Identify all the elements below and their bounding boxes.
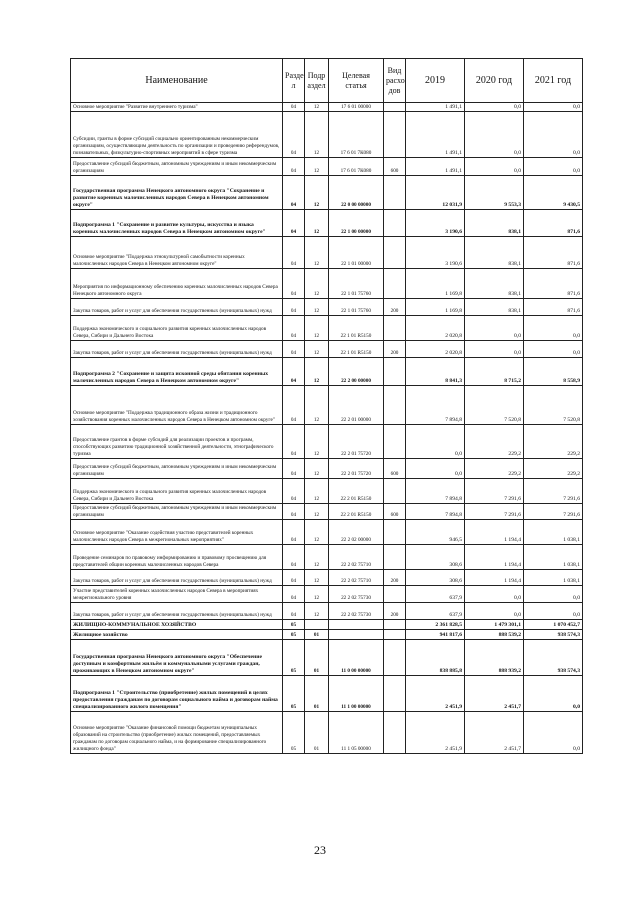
cell-name: Основное мероприятие "Развитие внутреннего туризма" bbox=[71, 103, 283, 112]
cell-2019: 308,6 bbox=[406, 570, 465, 586]
cell-2020: 2 451,7 bbox=[465, 712, 524, 754]
cell-section: 04 bbox=[283, 386, 305, 425]
cell-section: 04 bbox=[283, 545, 305, 570]
cell-expense-type bbox=[384, 479, 406, 504]
cell-section: 04 bbox=[283, 158, 305, 176]
table-row bbox=[71, 210, 583, 237]
cell-expense-type bbox=[384, 676, 406, 712]
cell-expense-type bbox=[384, 545, 406, 570]
cell-section: 04 bbox=[283, 603, 305, 620]
cell-2021: 7 291,6 bbox=[524, 479, 583, 504]
budget-table bbox=[70, 58, 583, 754]
cell-2021: 0,0 bbox=[524, 676, 583, 712]
cell-2020: 0,0 bbox=[465, 158, 524, 176]
table-row bbox=[71, 520, 583, 545]
table-row bbox=[71, 676, 583, 712]
table-row bbox=[71, 386, 583, 425]
cell-2021: 1 070 452,7 bbox=[524, 620, 583, 630]
cell-section: 05 bbox=[283, 676, 305, 712]
cell-2020: 838,1 bbox=[465, 237, 524, 269]
cell-2019: 1 491,1 bbox=[406, 112, 465, 158]
cell-2021: 1 038,1 bbox=[524, 545, 583, 570]
cell-name: Основное мероприятие "Оказание содействия участию представителей коренных малочисленных народов Севера в межрегиональных мероприятиях" bbox=[71, 520, 283, 545]
cell-target: 22 1 01 R5150 bbox=[329, 316, 384, 341]
cell-subsection: 12 bbox=[305, 479, 329, 504]
cell-2019: 308,6 bbox=[406, 545, 465, 570]
cell-expense-type: 200 bbox=[384, 570, 406, 586]
cell-2019: 0,0 bbox=[406, 459, 465, 479]
table-row bbox=[71, 299, 583, 316]
cell-2019: 12 031,9 bbox=[406, 176, 465, 210]
header-2019: 2019 bbox=[406, 59, 465, 103]
cell-section: 05 bbox=[283, 630, 305, 640]
header-target: Целевая статья bbox=[329, 59, 384, 103]
cell-2019: 1 169,8 bbox=[406, 269, 465, 299]
cell-expense-type: 200 bbox=[384, 341, 406, 358]
header-section: Разде л bbox=[283, 59, 305, 103]
cell-target: 22 2 01 R5150 bbox=[329, 504, 384, 520]
header-2021: 2021 год bbox=[524, 59, 583, 103]
cell-target: 22 1 00 00000 bbox=[329, 210, 384, 237]
cell-name: Жилищное хозяйство bbox=[71, 630, 283, 640]
cell-name: Предоставление субсидий бюджетным, автономным учреждениям и иным некоммерческим организациям bbox=[71, 158, 283, 176]
cell-name: Мероприятия по информационному обеспечению коренных малочисленных народов Севера Ненецкого автономного округа bbox=[71, 269, 283, 299]
cell-name: Основное мероприятие "Поддержка традиционного образа жизни и традиционного хозяйствования коренных малочисленных народов Севера в Ненецком автономном округе" bbox=[71, 386, 283, 425]
cell-2020: 7 291,6 bbox=[465, 479, 524, 504]
cell-subsection: 01 bbox=[305, 640, 329, 676]
cell-name: Предоставление субсидий бюджетным, автономным учреждениям и иным некоммерческим организациям bbox=[71, 459, 283, 479]
cell-target: 11 1 00 00000 bbox=[329, 676, 384, 712]
cell-section: 04 bbox=[283, 341, 305, 358]
cell-2021: 938 574,3 bbox=[524, 640, 583, 676]
cell-subsection bbox=[305, 620, 329, 630]
cell-section: 04 bbox=[283, 237, 305, 269]
cell-2021: 0,0 bbox=[524, 112, 583, 158]
cell-2021: 229,2 bbox=[524, 425, 583, 459]
cell-2020: 229,2 bbox=[465, 425, 524, 459]
cell-2019: 637,9 bbox=[406, 603, 465, 620]
cell-section: 04 bbox=[283, 520, 305, 545]
cell-2021: 871,6 bbox=[524, 210, 583, 237]
cell-name: Основное мероприятие "Поддержка этнокультурной самобытности коренных малочисленных народов Севера в Ненецком автономном округе" bbox=[71, 237, 283, 269]
cell-target: 22 2 01 R5150 bbox=[329, 479, 384, 504]
table-row bbox=[71, 316, 583, 341]
table-row bbox=[71, 545, 583, 570]
cell-expense-type bbox=[384, 630, 406, 640]
cell-expense-type bbox=[384, 712, 406, 754]
cell-section: 04 bbox=[283, 210, 305, 237]
cell-name: Проведение семинаров по правовому информированию и правовому просвещению для представителей общин коренных малочисленных народов Севера bbox=[71, 545, 283, 570]
cell-expense-type bbox=[384, 620, 406, 630]
cell-expense-type bbox=[384, 586, 406, 603]
cell-expense-type: 600 bbox=[384, 459, 406, 479]
header-2020: 2020 год bbox=[465, 59, 524, 103]
cell-section: 04 bbox=[283, 504, 305, 520]
cell-2019: 7 894,8 bbox=[406, 386, 465, 425]
cell-subsection: 12 bbox=[305, 237, 329, 269]
table-row bbox=[71, 712, 583, 754]
cell-subsection: 12 bbox=[305, 269, 329, 299]
table-row bbox=[71, 176, 583, 210]
table-row bbox=[71, 586, 583, 603]
cell-2021: 1 038,1 bbox=[524, 570, 583, 586]
cell-2019: 2 451,9 bbox=[406, 712, 465, 754]
cell-target: 11 0 00 00000 bbox=[329, 640, 384, 676]
cell-2019: 0,0 bbox=[406, 425, 465, 459]
cell-2020: 0,0 bbox=[465, 103, 524, 112]
cell-2021: 1 038,1 bbox=[524, 520, 583, 545]
cell-2019: 2 020,8 bbox=[406, 341, 465, 358]
cell-expense-type: 200 bbox=[384, 299, 406, 316]
cell-subsection: 01 bbox=[305, 712, 329, 754]
cell-2021: 0,0 bbox=[524, 603, 583, 620]
cell-name: Закупка товаров, работ и услуг для обеспечения государственных (муниципальных) нужд bbox=[71, 299, 283, 316]
table-row bbox=[71, 341, 583, 358]
header-subsection: Подр аздел bbox=[305, 59, 329, 103]
cell-2021: 0,0 bbox=[524, 316, 583, 341]
cell-2020: 1 194,4 bbox=[465, 570, 524, 586]
table-row bbox=[71, 504, 583, 520]
cell-2021: 0,0 bbox=[524, 158, 583, 176]
cell-2020: 0,0 bbox=[465, 341, 524, 358]
cell-target: 22 2 01 00000 bbox=[329, 386, 384, 425]
table-row bbox=[71, 269, 583, 299]
cell-section: 04 bbox=[283, 586, 305, 603]
cell-subsection: 12 bbox=[305, 299, 329, 316]
cell-target: 17 6 01 7К080 bbox=[329, 158, 384, 176]
cell-expense-type bbox=[384, 237, 406, 269]
cell-2021: 938 574,3 bbox=[524, 630, 583, 640]
cell-2019: 7 894,8 bbox=[406, 504, 465, 520]
page-number: 23 bbox=[314, 843, 326, 857]
cell-2020: 888 939,2 bbox=[465, 640, 524, 676]
cell-section: 05 bbox=[283, 712, 305, 754]
cell-subsection: 01 bbox=[305, 676, 329, 712]
cell-name: Закупка товаров, работ и услуг для обеспечения государственных (муниципальных) нужд bbox=[71, 341, 283, 358]
cell-target: 22 2 02 75710 bbox=[329, 545, 384, 570]
table-row bbox=[71, 103, 583, 112]
table-row bbox=[71, 459, 583, 479]
cell-target: 22 1 01 75760 bbox=[329, 269, 384, 299]
header-name: Наименование bbox=[71, 59, 283, 103]
cell-section: 04 bbox=[283, 316, 305, 341]
cell-2019: 3 190,6 bbox=[406, 210, 465, 237]
cell-2021: 871,6 bbox=[524, 299, 583, 316]
cell-2020: 888 539,2 bbox=[465, 630, 524, 640]
cell-target: 17 6 01 7К080 bbox=[329, 112, 384, 158]
cell-target: 22 2 00 00000 bbox=[329, 358, 384, 386]
cell-expense-type bbox=[384, 103, 406, 112]
cell-section: 05 bbox=[283, 640, 305, 676]
cell-name: Подпрограмма 2 "Сохранение и защита исконной среды обитания коренных малочисленных народов Севера в Ненецком автономном округе" bbox=[71, 358, 283, 386]
cell-2021: 0,0 bbox=[524, 341, 583, 358]
cell-name: ЖИЛИЩНО-КОММУНАЛЬНОЕ ХОЗЯЙСТВО bbox=[71, 620, 283, 630]
cell-subsection: 12 bbox=[305, 545, 329, 570]
cell-expense-type bbox=[384, 358, 406, 386]
cell-section: 04 bbox=[283, 570, 305, 586]
cell-2019: 2 020,8 bbox=[406, 316, 465, 341]
cell-target: 22 2 01 75720 bbox=[329, 459, 384, 479]
cell-target: 22 0 00 00000 bbox=[329, 176, 384, 210]
table-row bbox=[71, 425, 583, 459]
cell-subsection: 12 bbox=[305, 358, 329, 386]
header-expense-type: Вид расхо дов bbox=[384, 59, 406, 103]
cell-2020: 2 451,7 bbox=[465, 676, 524, 712]
cell-section: 04 bbox=[283, 358, 305, 386]
cell-target: 22 1 01 75760 bbox=[329, 299, 384, 316]
cell-expense-type bbox=[384, 176, 406, 210]
cell-2019: 1 491,1 bbox=[406, 103, 465, 112]
cell-2019: 1 169,8 bbox=[406, 299, 465, 316]
cell-subsection: 12 bbox=[305, 103, 329, 112]
cell-2020: 0,0 bbox=[465, 586, 524, 603]
cell-2019: 941 817,6 bbox=[406, 630, 465, 640]
table-row bbox=[71, 603, 583, 620]
cell-expense-type bbox=[384, 269, 406, 299]
cell-2020: 838,1 bbox=[465, 210, 524, 237]
cell-2019: 637,9 bbox=[406, 586, 465, 603]
cell-2020: 838,1 bbox=[465, 299, 524, 316]
cell-subsection: 12 bbox=[305, 520, 329, 545]
cell-2019: 946,5 bbox=[406, 520, 465, 545]
cell-section: 04 bbox=[283, 479, 305, 504]
cell-name: Закупка товаров, работ и услуг для обеспечения государственных (муниципальных) нужд bbox=[71, 570, 283, 586]
cell-2019: 3 190,6 bbox=[406, 237, 465, 269]
cell-section: 04 bbox=[283, 176, 305, 210]
cell-target bbox=[329, 620, 384, 630]
cell-2021: 871,6 bbox=[524, 237, 583, 269]
cell-target: 17 6 01 00000 bbox=[329, 103, 384, 112]
cell-subsection: 12 bbox=[305, 112, 329, 158]
cell-2020: 1 479 301,1 bbox=[465, 620, 524, 630]
cell-2021: 229,2 bbox=[524, 459, 583, 479]
cell-2020: 838,1 bbox=[465, 269, 524, 299]
cell-name: Участие представителей коренных малочисленных народов Севера в мероприятиях межрегионального уровня bbox=[71, 586, 283, 603]
cell-expense-type: 600 bbox=[384, 504, 406, 520]
cell-2019: 838 885,8 bbox=[406, 640, 465, 676]
cell-subsection: 12 bbox=[305, 459, 329, 479]
cell-2021: 7 520,8 bbox=[524, 386, 583, 425]
cell-name: Субсидии, гранты в форме субсидий социально ориентированным некоммерческим организациям, осуществляющим деятельность по организации и проведению референдумов, познавательных, физкультурно-спортивных мероприятий в сфере туризма bbox=[71, 112, 283, 158]
cell-name: Предоставление грантов в форме субсидий для реализации проектов и программ, способствующих развитию традиционной хозяйственной деятельности, этнографического туризма bbox=[71, 425, 283, 459]
cell-2020: 1 194,4 bbox=[465, 545, 524, 570]
cell-subsection: 12 bbox=[305, 316, 329, 341]
cell-name: Основное мероприятие "Оказание финансовой помощи бюджетам муниципальных образований на строительство (приобретение) жилых помещений, предоставляемых гражданам по договорам социального найма, и на формирование специализированного жилищного фонда" bbox=[71, 712, 283, 754]
cell-target bbox=[329, 630, 384, 640]
table-row bbox=[71, 630, 583, 640]
cell-target: 22 1 01 R5150 bbox=[329, 341, 384, 358]
cell-2020: 0,0 bbox=[465, 316, 524, 341]
cell-subsection: 12 bbox=[305, 504, 329, 520]
cell-section: 04 bbox=[283, 459, 305, 479]
cell-section: 04 bbox=[283, 269, 305, 299]
cell-2019: 7 894,8 bbox=[406, 479, 465, 504]
cell-subsection: 12 bbox=[305, 386, 329, 425]
table-row bbox=[71, 158, 583, 176]
cell-name: Подпрограмма 1 "Строительство (приобретение) жилых помещений в целях предоставления гражданам по договорам социального найма и договорам найма специализированного жилого помещения" bbox=[71, 676, 283, 712]
cell-expense-type bbox=[384, 210, 406, 237]
cell-2019: 1 491,1 bbox=[406, 158, 465, 176]
cell-2021: 9 430,5 bbox=[524, 176, 583, 210]
cell-target: 22 2 02 75710 bbox=[329, 570, 384, 586]
cell-expense-type bbox=[384, 112, 406, 158]
cell-2020: 7 291,6 bbox=[465, 504, 524, 520]
cell-section: 04 bbox=[283, 112, 305, 158]
cell-2020: 9 553,3 bbox=[465, 176, 524, 210]
cell-name: Поддержка экономического и социального развития коренных малочисленных народов Севера, Сибири и Дальнего Востока bbox=[71, 316, 283, 341]
cell-name: Государственная программа Ненецкого автономного округа "Сохранение и развитие коренных малочисленных народов Севера в Ненецком автономном округе" bbox=[71, 176, 283, 210]
cell-subsection: 01 bbox=[305, 630, 329, 640]
table-row bbox=[71, 640, 583, 676]
cell-target: 11 1 05 00000 bbox=[329, 712, 384, 754]
cell-section: 04 bbox=[283, 103, 305, 112]
cell-2019: 8 841,3 bbox=[406, 358, 465, 386]
cell-2020: 1 194,4 bbox=[465, 520, 524, 545]
cell-2021: 0,0 bbox=[524, 103, 583, 112]
cell-target: 22 1 01 00000 bbox=[329, 237, 384, 269]
table-row bbox=[71, 237, 583, 269]
table-row bbox=[71, 112, 583, 158]
cell-name: Подпрограмма 1 "Сохранение и развитие культуры, искусства и языка коренных малочисленных народов Севера в Ненецком автономном округе" bbox=[71, 210, 283, 237]
cell-2020: 7 520,8 bbox=[465, 386, 524, 425]
cell-target: 22 2 01 75720 bbox=[329, 425, 384, 459]
cell-expense-type bbox=[384, 316, 406, 341]
cell-name: Предоставление субсидий бюджетным, автономным учреждениям и иным некоммерческим организациям bbox=[71, 504, 283, 520]
cell-subsection: 12 bbox=[305, 586, 329, 603]
cell-expense-type bbox=[384, 520, 406, 545]
table-header-row bbox=[71, 59, 583, 103]
cell-expense-type bbox=[384, 640, 406, 676]
cell-name: Закупка товаров, работ и услуг для обеспечения государственных (муниципальных) нужд bbox=[71, 603, 283, 620]
cell-2019: 2 451,9 bbox=[406, 676, 465, 712]
cell-section: 04 bbox=[283, 425, 305, 459]
cell-target: 22 2 02 75730 bbox=[329, 586, 384, 603]
cell-subsection: 12 bbox=[305, 570, 329, 586]
cell-expense-type: 200 bbox=[384, 603, 406, 620]
cell-2020: 0,0 bbox=[465, 112, 524, 158]
table-row bbox=[71, 358, 583, 386]
cell-name: Поддержка экономического и социального развития коренных малочисленных народов Севера, Сибири и Дальнего Востока bbox=[71, 479, 283, 504]
table-row bbox=[71, 620, 583, 630]
cell-name: Государственная программа Ненецкого автономного округа "Обеспечение доступным и комфортным жильём и коммунальными услугами граждан, проживающих в Ненецком автономном округе" bbox=[71, 640, 283, 676]
cell-subsection: 12 bbox=[305, 425, 329, 459]
cell-2020: 0,0 bbox=[465, 603, 524, 620]
cell-target: 22 2 02 00000 bbox=[329, 520, 384, 545]
cell-2020: 229,2 bbox=[465, 459, 524, 479]
cell-subsection: 12 bbox=[305, 603, 329, 620]
table-row bbox=[71, 479, 583, 504]
cell-2020: 8 715,2 bbox=[465, 358, 524, 386]
cell-section: 04 bbox=[283, 299, 305, 316]
cell-section: 05 bbox=[283, 620, 305, 630]
cell-2021: 0,0 bbox=[524, 712, 583, 754]
cell-expense-type bbox=[384, 425, 406, 459]
cell-2019: 2 361 828,5 bbox=[406, 620, 465, 630]
cell-subsection: 12 bbox=[305, 341, 329, 358]
cell-subsection: 12 bbox=[305, 176, 329, 210]
table-body bbox=[71, 103, 583, 754]
cell-subsection: 12 bbox=[305, 210, 329, 237]
cell-expense-type bbox=[384, 386, 406, 425]
cell-2021: 0,0 bbox=[524, 586, 583, 603]
cell-2021: 871,6 bbox=[524, 269, 583, 299]
cell-target: 22 2 02 75730 bbox=[329, 603, 384, 620]
table-row bbox=[71, 570, 583, 586]
cell-2021: 7 291,6 bbox=[524, 504, 583, 520]
cell-2021: 8 558,9 bbox=[524, 358, 583, 386]
cell-subsection: 12 bbox=[305, 158, 329, 176]
cell-expense-type: 600 bbox=[384, 158, 406, 176]
